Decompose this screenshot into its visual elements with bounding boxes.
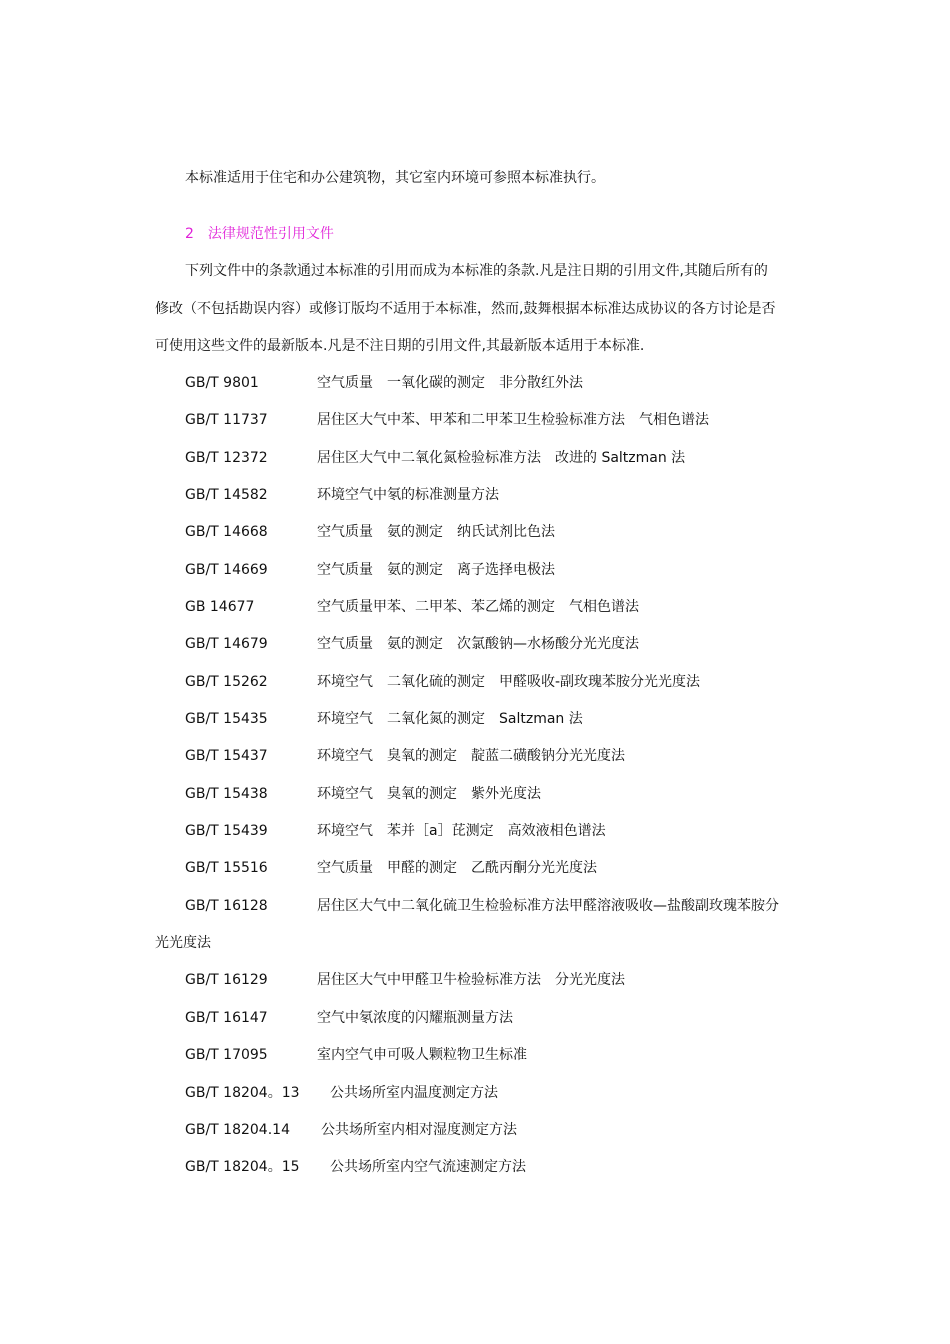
reference-title: 空气质量 氨的测定 离子选择电极法: [317, 562, 555, 578]
reference-title: 公共场所室内空气流速测定方法: [330, 1159, 526, 1175]
section-heading: 2 法律规范性引用文件: [185, 226, 334, 242]
reference-code: GB/T 15439: [185, 823, 268, 839]
reference-code: GB/T 14679: [185, 636, 268, 652]
reference-title: 居住区大气中二氧化硫卫生检验标准方法甲醛溶液吸收—盐酸副玫瑰苯胺分: [317, 898, 779, 914]
reference-title: 空气质量 氨的测定 纳氏试剂比色法: [317, 524, 555, 540]
reference-code: GB/T 18204.14: [185, 1122, 290, 1138]
reference-code: GB/T 16128: [185, 898, 268, 914]
reference-title: 环境空气中氡的标准测量方法: [317, 487, 499, 503]
reference-code: GB/T 14668: [185, 524, 268, 540]
reference-title: 公共场所室内相对湿度测定方法: [321, 1122, 517, 1138]
reference-title: 公共场所室内温度测定方法: [330, 1085, 498, 1101]
reference-code: GB/T 18204。13: [185, 1085, 300, 1101]
reference-code: GB 14677: [185, 599, 255, 615]
reference-code: GB/T 15262: [185, 674, 268, 690]
reference-title: 空气中氡浓度的闪耀瓶测量方法: [317, 1010, 513, 1026]
reference-code: GB/T 18204。15: [185, 1159, 300, 1175]
reference-title: 空气质量 一氧化碳的测定 非分散红外法: [317, 375, 583, 391]
reference-title: 居住区大气中二氧化氮检验标准方法 改进的 Saltzman 法: [317, 450, 686, 466]
reference-title-continuation: 光光度法: [155, 935, 211, 951]
reference-code: GB/T 14669: [185, 562, 268, 578]
reference-code: GB/T 15437: [185, 748, 268, 764]
reference-title: 空气质量 甲醛的测定 乙酰丙酮分光光度法: [317, 860, 597, 876]
reference-title: 环境空气 二氧化氮的测定 Saltzman 法: [317, 711, 583, 727]
reference-title: 室内空气申可吸人颗粒物卫生标准: [317, 1047, 527, 1063]
reference-title: 环境空气 二氧化硫的测定 甲醛吸收-副玫瑰苯胺分光光度法: [317, 674, 701, 690]
reference-code: GB/T 16147: [185, 1010, 268, 1026]
reference-code: GB/T 15435: [185, 711, 268, 727]
reference-code: GB/T 12372: [185, 450, 268, 466]
reference-title: 环境空气 臭氧的测定 紫外光度法: [317, 786, 541, 802]
reference-code: GB/T 11737: [185, 412, 268, 428]
reference-code: GB/T 14582: [185, 487, 268, 503]
reference-code: GB/T 16129: [185, 972, 268, 988]
reference-code: GB/T 17095: [185, 1047, 268, 1063]
reference-code: GB/T 15516: [185, 860, 268, 876]
reference-code: GB/T 9801: [185, 375, 259, 391]
reference-title: 空气质量 氨的测定 次氯酸钠—水杨酸分光光度法: [317, 636, 639, 652]
intro-paragraph-line-1: 下列文件中的条款通过本标准的引用而成为本标准的条款.凡是注日期的引用文件,其随后所有的: [185, 263, 768, 279]
reference-title: 空气质量甲苯、二甲苯、苯乙烯的测定 气相色谱法: [317, 599, 639, 615]
intro-paragraph-line-2: 修改（不包括勘误内容）或修订版均不适用于本标准，然而,鼓舞根据本标准达成协议的各方讨论是否: [155, 301, 776, 317]
reference-code: GB/T 15438: [185, 786, 268, 802]
reference-title: 环境空气 苯并［a］芘测定 高效液相色谱法: [317, 823, 606, 839]
reference-title: 居住区大气中苯、甲苯和二甲苯卫生检验标准方法 气相色谱法: [317, 412, 709, 428]
reference-title: 环境空气 臭氧的测定 靛蓝二磺酸钠分光光度法: [317, 748, 625, 764]
scope-paragraph: 本标准适用于住宅和办公建筑物，其它室内环境可参照本标准执行。: [185, 170, 605, 186]
reference-title: 居住区大气中甲醛卫牛检验标准方法 分光光度法: [317, 972, 625, 988]
intro-paragraph-line-3: 可使用这些文件的最新版本.凡是不注日期的引用文件,其最新版本适用于本标准.: [155, 338, 645, 354]
